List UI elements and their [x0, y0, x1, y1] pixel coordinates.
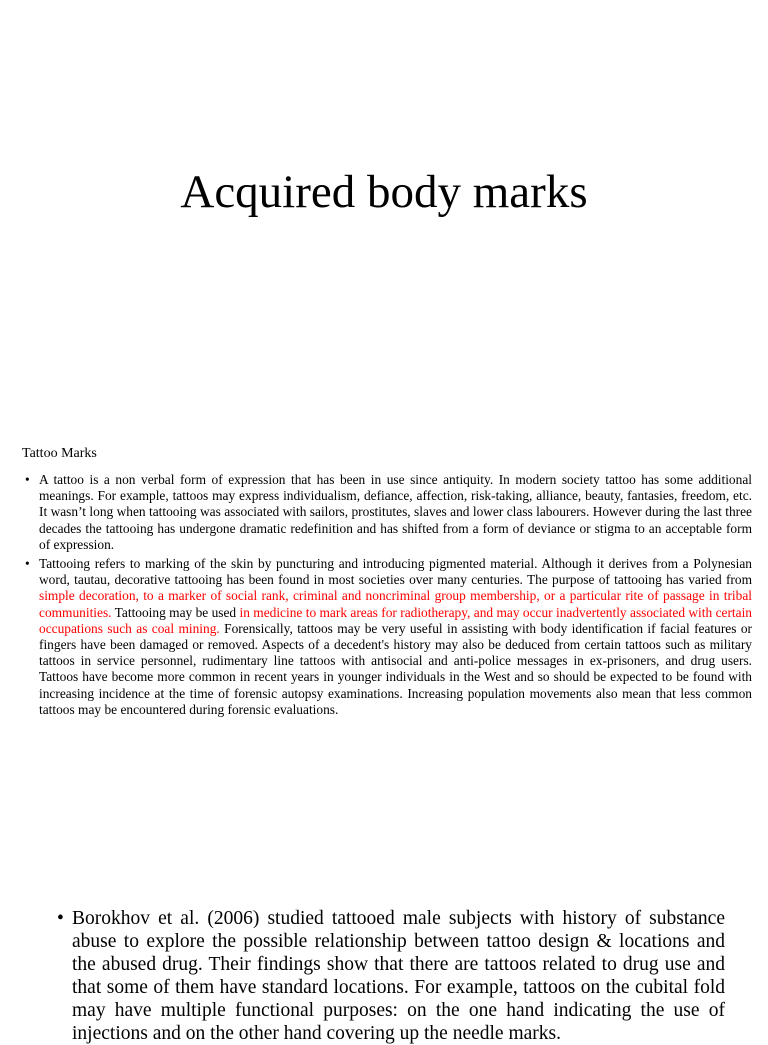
bullet-icon: • [57, 908, 64, 929]
bullet-icon: • [25, 556, 30, 572]
bullet-text-2-part3: Forensically, tattoos may be very useful in assisting with body identification if facial features or fingers have been damaged or removed. Aspects of a decedent's history may also be deduced from certain tattoos such as military tattoos in service personnel, rudimentary line tattoos with antisocial and anti-police messages in ex-prisoners, and drug users. Tattoos have become more common in recent years in younger individuals in the West and so should be expected to be found with increasing incidence at the time of forensic autopsy examinations. Increasing population movements also mean that less common tattoos may be encountered during forensic evaluations. [39, 620, 752, 717]
bullet-text-1: A tattoo is a non verbal form of expression that has been in use since antiquity. In modern society tattoo has some additional meanings. For example, tattoos may express individualism, defiance, affection, risk-taking, alliance, beauty, fantasies, freedom, etc. It wasn’t long when tattooing was associated with sailors, prostitutes, slaves and lower class labourers. However during the last three decades the tattooing has undergone dramatic redefinition and has shifted from a form of deviance or stigma to an acceptable form of expression. [39, 472, 752, 552]
borokhov-text: Borokhov et al. (2006) studied tattooed male subjects with history of substance abuse to explore the possible relationship between tattoo design & locations and the abused drug. Their findings show that there are tattoos related to drug use and that some of them have standard locations. For example, tattoos on the cubital fold may have multiple functional purposes: on the one hand indicating the use of injections and on the other hand covering up the needle marks. [72, 908, 725, 1044]
highlight-text-medicine: in medicine to mark areas for radiotherapy, and may occur inadvertently associated with certain occupations such as coal mining. [39, 604, 752, 636]
slide-title: Acquired body marks [180, 166, 588, 218]
bullet-icon: • [25, 472, 30, 487]
bullet-item-2 [22, 556, 752, 718]
borokhov-bullet [57, 907, 725, 1045]
bullet-item-1 [22, 472, 752, 553]
highlight-text-social-rank: simple decoration, to a marker of social rank, criminal and noncriminal group membership, or a particular rite of passage in tribal communities. [39, 588, 752, 620]
bullet-text-2-part2: Tattooing may be used [111, 604, 240, 620]
tattoo-marks-section [22, 445, 752, 721]
bullet-text-2-part1: Tattooing refers to marking of the skin by puncturing and introducing pigmented material. Although it derives from a Polynesian word, tautau, decorative tattooing has been found in most societies over many centuries. The purpose of tattooing has varied from [39, 556, 752, 588]
section-heading: Tattoo Marks [22, 446, 97, 461]
